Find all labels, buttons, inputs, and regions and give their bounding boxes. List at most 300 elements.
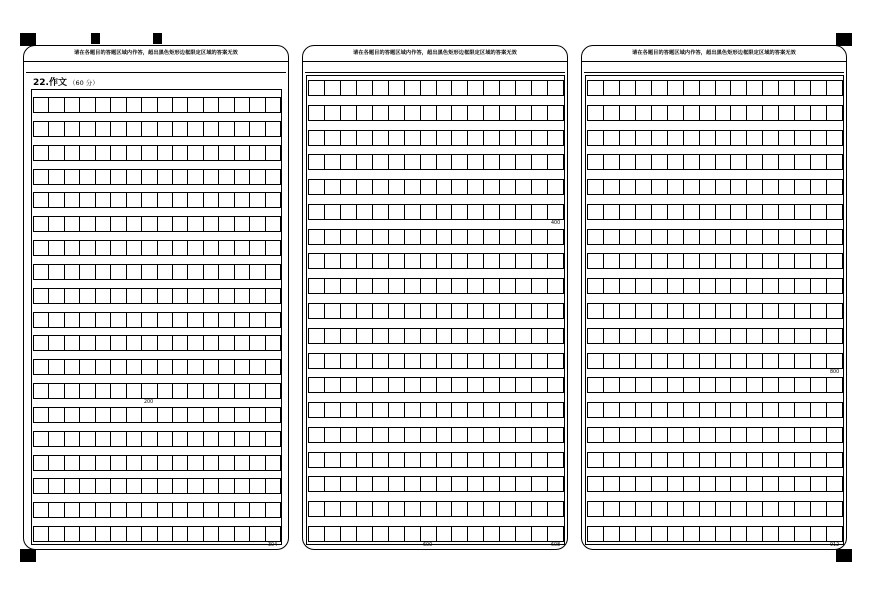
grid-cell[interactable]: [188, 122, 203, 136]
grid-cell[interactable]: [188, 336, 203, 350]
grid-cell[interactable]: [700, 502, 716, 516]
grid-cell[interactable]: [80, 336, 95, 350]
grid-cell[interactable]: [452, 378, 468, 392]
grid-cell[interactable]: [173, 360, 188, 374]
grid-cell[interactable]: [96, 265, 111, 279]
grid-cell[interactable]: [532, 354, 548, 368]
grid-cell[interactable]: [96, 193, 111, 207]
grid-row[interactable]: [33, 383, 281, 399]
grid-cell[interactable]: [516, 230, 532, 244]
grid-cell[interactable]: [266, 336, 280, 350]
grid-cell[interactable]: [620, 403, 636, 417]
grid-cell[interactable]: [173, 217, 188, 231]
grid-cell[interactable]: [325, 527, 341, 541]
grid-cell[interactable]: [357, 428, 373, 442]
grid-cell[interactable]: [80, 360, 95, 374]
grid-cell[interactable]: [604, 378, 620, 392]
grid-cell[interactable]: [731, 403, 747, 417]
grid-cell[interactable]: [636, 502, 652, 516]
grid-cell[interactable]: [604, 230, 620, 244]
grid-cell[interactable]: [235, 170, 250, 184]
grid-cell[interactable]: [468, 131, 484, 145]
grid-cell[interactable]: [266, 408, 280, 422]
grid-cell[interactable]: [516, 403, 532, 417]
grid-cell[interactable]: [437, 477, 453, 491]
grid-cell[interactable]: [636, 155, 652, 169]
grid-cell[interactable]: [325, 131, 341, 145]
grid-cell[interactable]: [484, 106, 500, 120]
grid-cell[interactable]: [620, 428, 636, 442]
grid-cell[interactable]: [811, 81, 827, 95]
grid-cell[interactable]: [779, 354, 795, 368]
grid-cell[interactable]: [731, 106, 747, 120]
grid-cell[interactable]: [204, 98, 219, 112]
grid-row[interactable]: [33, 169, 281, 185]
grid-cell[interactable]: [421, 453, 437, 467]
grid-cell[interactable]: [604, 254, 620, 268]
grid-cell[interactable]: [65, 432, 80, 446]
grid-cell[interactable]: [325, 279, 341, 293]
grid-cell[interactable]: [684, 428, 700, 442]
grid-cell[interactable]: [731, 354, 747, 368]
grid-cell[interactable]: [389, 428, 405, 442]
grid-cell[interactable]: [34, 241, 49, 255]
grid-cell[interactable]: [325, 428, 341, 442]
grid-cell[interactable]: [747, 453, 763, 467]
grid-cell[interactable]: [811, 527, 827, 541]
grid-cell[interactable]: [373, 477, 389, 491]
grid-cell[interactable]: [684, 205, 700, 219]
grid-cell[interactable]: [763, 354, 779, 368]
grid-cell[interactable]: [111, 336, 126, 350]
grid-cell[interactable]: [437, 279, 453, 293]
grid-cell[interactable]: [421, 279, 437, 293]
grid-cell[interactable]: [811, 354, 827, 368]
grid-cell[interactable]: [158, 384, 173, 398]
grid-cell[interactable]: [747, 329, 763, 343]
grid-cell[interactable]: [604, 329, 620, 343]
grid-cell[interactable]: [827, 230, 842, 244]
grid-cell[interactable]: [795, 205, 811, 219]
grid-cell[interactable]: [341, 180, 357, 194]
grid-cell[interactable]: [652, 254, 668, 268]
grid-cell[interactable]: [652, 81, 668, 95]
grid-cell[interactable]: [309, 329, 325, 343]
grid-cell[interactable]: [620, 527, 636, 541]
grid-cell[interactable]: [636, 304, 652, 318]
grid-cell[interactable]: [421, 428, 437, 442]
grid-cell[interactable]: [468, 502, 484, 516]
grid-cell[interactable]: [716, 279, 732, 293]
grid-cell[interactable]: [452, 230, 468, 244]
grid-cell[interactable]: [468, 254, 484, 268]
grid-cell[interactable]: [65, 408, 80, 422]
grid-cell[interactable]: [96, 432, 111, 446]
grid-cell[interactable]: [96, 313, 111, 327]
grid-row[interactable]: [308, 130, 564, 146]
grid-cell[interactable]: [389, 354, 405, 368]
grid-cell[interactable]: [716, 254, 732, 268]
grid-cell[interactable]: [421, 354, 437, 368]
grid-row[interactable]: [308, 402, 564, 418]
grid-row[interactable]: [33, 526, 281, 542]
grid-cell[interactable]: [127, 479, 142, 493]
grid-cell[interactable]: [341, 428, 357, 442]
grid-cell[interactable]: [49, 432, 64, 446]
grid-row[interactable]: [308, 278, 564, 294]
grid-cell[interactable]: [779, 453, 795, 467]
grid-cell[interactable]: [96, 360, 111, 374]
grid-cell[interactable]: [827, 254, 842, 268]
grid-cell[interactable]: [747, 428, 763, 442]
grid-cell[interactable]: [500, 230, 516, 244]
grid-row[interactable]: [308, 179, 564, 195]
grid-cell[interactable]: [204, 146, 219, 160]
grid-cell[interactable]: [65, 503, 80, 517]
grid-cell[interactable]: [684, 354, 700, 368]
grid-cell[interactable]: [266, 432, 280, 446]
grid-cell[interactable]: [716, 354, 732, 368]
grid-cell[interactable]: [127, 241, 142, 255]
grid-cell[interactable]: [811, 378, 827, 392]
grid-cell[interactable]: [747, 502, 763, 516]
grid-cell[interactable]: [716, 81, 732, 95]
grid-cell[interactable]: [516, 205, 532, 219]
grid-cell[interactable]: [747, 131, 763, 145]
grid-cell[interactable]: [731, 527, 747, 541]
grid-cell[interactable]: [204, 313, 219, 327]
grid-cell[interactable]: [532, 403, 548, 417]
grid-cell[interactable]: [652, 403, 668, 417]
grid-cell[interactable]: [668, 131, 684, 145]
grid-cell[interactable]: [437, 304, 453, 318]
grid-cell[interactable]: [341, 378, 357, 392]
grid-cell[interactable]: [684, 378, 700, 392]
grid-cell[interactable]: [811, 180, 827, 194]
grid-cell[interactable]: [437, 81, 453, 95]
grid-cell[interactable]: [142, 289, 157, 303]
grid-cell[interactable]: [779, 106, 795, 120]
grid-cell[interactable]: [111, 384, 126, 398]
grid-cell[interactable]: [468, 180, 484, 194]
grid-cell[interactable]: [341, 304, 357, 318]
grid-cell[interactable]: [779, 81, 795, 95]
grid-cell[interactable]: [779, 527, 795, 541]
grid-cell[interactable]: [188, 241, 203, 255]
grid-cell[interactable]: [731, 81, 747, 95]
grid-cell[interactable]: [700, 378, 716, 392]
grid-cell[interactable]: [827, 403, 842, 417]
grid-cell[interactable]: [716, 527, 732, 541]
grid-cell[interactable]: [373, 230, 389, 244]
grid-cell[interactable]: [111, 241, 126, 255]
grid-cell[interactable]: [652, 155, 668, 169]
grid-row[interactable]: [33, 502, 281, 518]
grid-cell[interactable]: [65, 122, 80, 136]
grid-cell[interactable]: [827, 304, 842, 318]
grid-cell[interactable]: [763, 81, 779, 95]
grid-cell[interactable]: [127, 408, 142, 422]
grid-cell[interactable]: [235, 360, 250, 374]
grid-cell[interactable]: [309, 230, 325, 244]
grid-cell[interactable]: [668, 279, 684, 293]
grid-cell[interactable]: [219, 98, 234, 112]
grid-cell[interactable]: [235, 432, 250, 446]
grid-cell[interactable]: [652, 378, 668, 392]
grid-cell[interactable]: [763, 155, 779, 169]
grid-cell[interactable]: [484, 403, 500, 417]
grid-cell[interactable]: [142, 432, 157, 446]
grid-cell[interactable]: [700, 131, 716, 145]
grid-cell[interactable]: [80, 170, 95, 184]
grid-cell[interactable]: [309, 155, 325, 169]
grid-cell[interactable]: [668, 354, 684, 368]
grid-cell[interactable]: [357, 502, 373, 516]
grid-cell[interactable]: [548, 205, 563, 219]
grid-cell[interactable]: [437, 106, 453, 120]
grid-cell[interactable]: [747, 254, 763, 268]
grid-cell[interactable]: [188, 527, 203, 541]
grid-cell[interactable]: [219, 456, 234, 470]
grid-row[interactable]: [587, 353, 843, 369]
grid-cell[interactable]: [65, 241, 80, 255]
grid-cell[interactable]: [373, 131, 389, 145]
grid-cell[interactable]: [389, 180, 405, 194]
grid-cell[interactable]: [405, 428, 421, 442]
grid-cell[interactable]: [219, 527, 234, 541]
grid-cell[interactable]: [516, 453, 532, 467]
grid-cell[interactable]: [325, 477, 341, 491]
grid-cell[interactable]: [158, 360, 173, 374]
grid-cell[interactable]: [437, 131, 453, 145]
grid-cell[interactable]: [405, 106, 421, 120]
grid-cell[interactable]: [111, 265, 126, 279]
grid-cell[interactable]: [142, 313, 157, 327]
grid-cell[interactable]: [532, 527, 548, 541]
grid-cell[interactable]: [158, 527, 173, 541]
grid-row[interactable]: [33, 478, 281, 494]
grid-cell[interactable]: [716, 230, 732, 244]
grid-cell[interactable]: [158, 479, 173, 493]
grid-cell[interactable]: [620, 180, 636, 194]
grid-cell[interactable]: [500, 477, 516, 491]
grid-cell[interactable]: [636, 354, 652, 368]
grid-cell[interactable]: [204, 479, 219, 493]
grid-row[interactable]: [587, 154, 843, 170]
grid-cell[interactable]: [373, 428, 389, 442]
grid-cell[interactable]: [827, 180, 842, 194]
grid-cell[interactable]: [747, 155, 763, 169]
grid-cell[interactable]: [795, 378, 811, 392]
grid-cell[interactable]: [127, 193, 142, 207]
grid-cell[interactable]: [142, 170, 157, 184]
grid-cell[interactable]: [389, 502, 405, 516]
grid-cell[interactable]: [111, 170, 126, 184]
grid-cell[interactable]: [516, 502, 532, 516]
grid-cell[interactable]: [588, 230, 604, 244]
grid-cell[interactable]: [266, 384, 280, 398]
grid-cell[interactable]: [158, 289, 173, 303]
grid-cell[interactable]: [652, 354, 668, 368]
grid-cell[interactable]: [309, 205, 325, 219]
grid-cell[interactable]: [684, 131, 700, 145]
grid-cell[interactable]: [34, 432, 49, 446]
grid-cell[interactable]: [266, 265, 280, 279]
grid-cell[interactable]: [731, 304, 747, 318]
grid-cell[interactable]: [437, 230, 453, 244]
grid-cell[interactable]: [827, 81, 842, 95]
grid-cell[interactable]: [684, 254, 700, 268]
grid-cell[interactable]: [484, 131, 500, 145]
grid-cell[interactable]: [532, 131, 548, 145]
grid-cell[interactable]: [484, 477, 500, 491]
grid-cell[interactable]: [188, 265, 203, 279]
grid-cell[interactable]: [158, 193, 173, 207]
grid-cell[interactable]: [500, 329, 516, 343]
grid-cell[interactable]: [588, 205, 604, 219]
grid-cell[interactable]: [484, 254, 500, 268]
grid-cell[interactable]: [636, 453, 652, 467]
writing-grid[interactable]: [33, 97, 281, 548]
grid-row[interactable]: [308, 526, 564, 542]
grid-cell[interactable]: [34, 360, 49, 374]
grid-cell[interactable]: [250, 289, 265, 303]
grid-cell[interactable]: [500, 180, 516, 194]
grid-cell[interactable]: [80, 479, 95, 493]
grid-cell[interactable]: [357, 477, 373, 491]
grid-cell[interactable]: [620, 502, 636, 516]
grid-cell[interactable]: [235, 384, 250, 398]
grid-cell[interactable]: [827, 477, 842, 491]
grid-cell[interactable]: [96, 217, 111, 231]
grid-cell[interactable]: [188, 503, 203, 517]
grid-cell[interactable]: [173, 432, 188, 446]
grid-cell[interactable]: [716, 205, 732, 219]
grid-cell[interactable]: [716, 329, 732, 343]
grid-cell[interactable]: [34, 122, 49, 136]
grid-cell[interactable]: [325, 254, 341, 268]
grid-cell[interactable]: [405, 180, 421, 194]
grid-cell[interactable]: [405, 131, 421, 145]
grid-cell[interactable]: [235, 122, 250, 136]
grid-cell[interactable]: [421, 106, 437, 120]
grid-cell[interactable]: [65, 98, 80, 112]
grid-cell[interactable]: [250, 170, 265, 184]
grid-cell[interactable]: [80, 265, 95, 279]
grid-cell[interactable]: [516, 279, 532, 293]
grid-cell[interactable]: [604, 304, 620, 318]
grid-cell[interactable]: [716, 180, 732, 194]
grid-row[interactable]: [308, 105, 564, 121]
grid-cell[interactable]: [127, 122, 142, 136]
grid-cell[interactable]: [468, 304, 484, 318]
grid-cell[interactable]: [811, 403, 827, 417]
grid-cell[interactable]: [747, 230, 763, 244]
grid-cell[interactable]: [484, 428, 500, 442]
grid-cell[interactable]: [795, 230, 811, 244]
grid-cell[interactable]: [405, 304, 421, 318]
grid-cell[interactable]: [341, 329, 357, 343]
grid-cell[interactable]: [588, 502, 604, 516]
grid-cell[interactable]: [516, 106, 532, 120]
grid-cell[interactable]: [731, 254, 747, 268]
grid-cell[interactable]: [468, 354, 484, 368]
grid-cell[interactable]: [532, 106, 548, 120]
grid-cell[interactable]: [49, 408, 64, 422]
grid-cell[interactable]: [111, 289, 126, 303]
grid-cell[interactable]: [188, 384, 203, 398]
grid-cell[interactable]: [266, 98, 280, 112]
grid-cell[interactable]: [357, 453, 373, 467]
grid-cell[interactable]: [652, 106, 668, 120]
grid-cell[interactable]: [516, 354, 532, 368]
grid-cell[interactable]: [604, 155, 620, 169]
grid-cell[interactable]: [811, 304, 827, 318]
grid-cell[interactable]: [500, 403, 516, 417]
grid-cell[interactable]: [700, 304, 716, 318]
grid-cell[interactable]: [65, 265, 80, 279]
grid-cell[interactable]: [204, 503, 219, 517]
grid-cell[interactable]: [795, 254, 811, 268]
grid-cell[interactable]: [500, 304, 516, 318]
grid-cell[interactable]: [389, 254, 405, 268]
grid-cell[interactable]: [620, 106, 636, 120]
grid-cell[interactable]: [389, 378, 405, 392]
grid-cell[interactable]: [80, 217, 95, 231]
grid-row[interactable]: [587, 328, 843, 344]
grid-cell[interactable]: [795, 81, 811, 95]
grid-cell[interactable]: [65, 336, 80, 350]
grid-row[interactable]: [308, 154, 564, 170]
grid-cell[interactable]: [779, 254, 795, 268]
grid-cell[interactable]: [389, 527, 405, 541]
grid-cell[interactable]: [468, 378, 484, 392]
grid-cell[interactable]: [127, 527, 142, 541]
grid-cell[interactable]: [652, 502, 668, 516]
grid-cell[interactable]: [468, 403, 484, 417]
grid-cell[interactable]: [795, 502, 811, 516]
grid-cell[interactable]: [532, 428, 548, 442]
grid-cell[interactable]: [266, 241, 280, 255]
grid-cell[interactable]: [96, 384, 111, 398]
grid-cell[interactable]: [421, 378, 437, 392]
grid-cell[interactable]: [80, 313, 95, 327]
grid-cell[interactable]: [96, 336, 111, 350]
grid-cell[interactable]: [127, 217, 142, 231]
grid-cell[interactable]: [700, 230, 716, 244]
grid-cell[interactable]: [668, 378, 684, 392]
grid-row[interactable]: [33, 145, 281, 161]
grid-cell[interactable]: [357, 329, 373, 343]
grid-cell[interactable]: [588, 453, 604, 467]
grid-cell[interactable]: [452, 81, 468, 95]
grid-cell[interactable]: [250, 193, 265, 207]
grid-cell[interactable]: [532, 155, 548, 169]
grid-cell[interactable]: [636, 81, 652, 95]
grid-row[interactable]: [587, 303, 843, 319]
grid-cell[interactable]: [484, 453, 500, 467]
grid-cell[interactable]: [795, 131, 811, 145]
grid-cell[interactable]: [588, 304, 604, 318]
grid-cell[interactable]: [700, 81, 716, 95]
grid-cell[interactable]: [188, 170, 203, 184]
grid-cell[interactable]: [452, 403, 468, 417]
grid-cell[interactable]: [620, 279, 636, 293]
grid-cell[interactable]: [341, 254, 357, 268]
grid-cell[interactable]: [588, 180, 604, 194]
grid-cell[interactable]: [700, 527, 716, 541]
grid-cell[interactable]: [779, 180, 795, 194]
